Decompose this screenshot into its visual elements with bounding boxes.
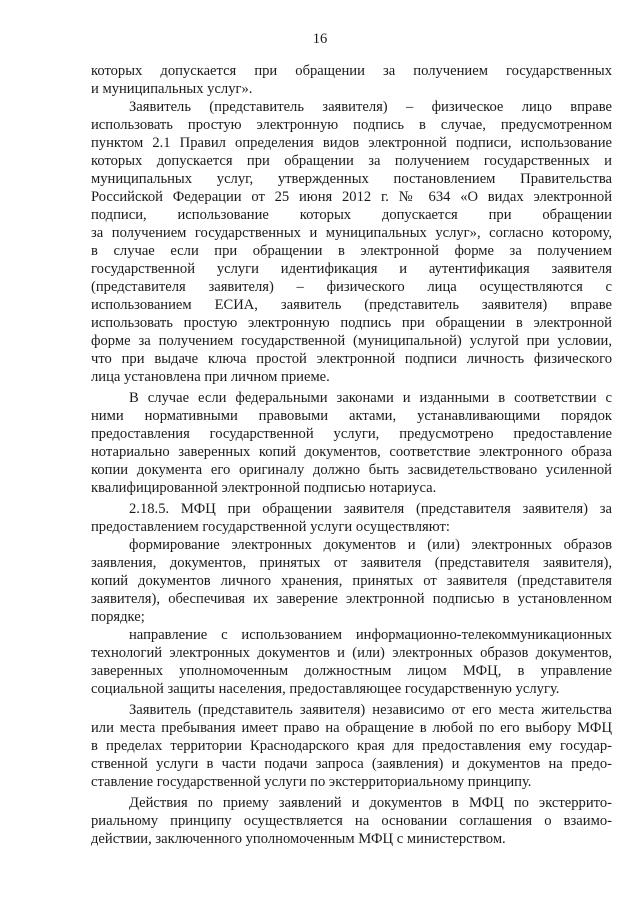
text-line: социальной защиты населения, предоставляющее государственную услугу. <box>91 681 560 697</box>
text-line: ственной услуги в части подачи запроса (заявления) и документов на предо- <box>91 756 612 772</box>
text-line: пунктом 2.1 Правил определения видов электронной подписи, использование <box>91 135 612 151</box>
text-line: заверенных уполномоченным должностным лицом МФЦ, в управление <box>91 663 612 679</box>
text-line: ставление государственной услуги по экстерриториальному принципу. <box>91 774 532 790</box>
text-line: Заявитель (представитель заявителя) – физическое лицо вправе <box>129 99 612 115</box>
text-line: государственной услуги идентификация и аутентификация заявителя <box>91 261 612 277</box>
text-line: Действия по приему заявлений и документов в МФЦ по экстеррито- <box>129 795 612 811</box>
text-line: которых допускается при обращении за получением государственных <box>91 63 612 79</box>
page-number: 16 <box>312 31 328 47</box>
text-line: использовать простую электронную подпись в случае, предусмотренном <box>91 117 612 133</box>
text-line: в пределах территории Краснодарского края для предоставления ему государ- <box>91 738 612 754</box>
text-line: заявления, документов, принятых от заявителя (представителя заявителя), <box>91 555 612 571</box>
text-line: Российской Федерации от 25 июня 2012 г. № 634 «О видах электронной <box>91 189 612 205</box>
text-line: и муниципальных услуг». <box>91 81 253 97</box>
text-line: порядке; <box>91 609 145 625</box>
paragraph <box>91 794 612 848</box>
document-body <box>91 62 612 848</box>
text-line: квалифицированной электронной подписью нотариуса. <box>91 480 437 496</box>
text-line: заявителя), обеспечивая их заверение электронной подписью в установленном <box>91 591 612 607</box>
text-line: что при выдаче ключа простой электронной подписи личность физического <box>91 351 612 367</box>
text-line: предоставления государственной услуги, предусмотрено предоставление <box>91 426 612 442</box>
text-line: Заявитель (представитель заявителя) независимо от его места жительства <box>129 702 612 718</box>
text-line: или места пребывания имеет право на обращение в любой по его выбору МФЦ <box>91 720 612 736</box>
text-line: 2.18.5. МФЦ при обращении заявителя (представителя заявителя) за <box>129 501 612 517</box>
text-line: копии документа его оригиналу должно быть засвидетельствовано усиленной <box>91 462 612 478</box>
text-line: использовать простую электронную подпись при обращении в электронной <box>91 315 612 331</box>
text-line: технологий электронных документов и (или) электронных образов документов, <box>91 645 612 661</box>
paragraph <box>91 389 612 497</box>
text-line: в случае если при обращении в электронной форме за получением <box>91 243 612 259</box>
text-line: В случае если федеральными законами и изданными в соответствии с <box>129 390 612 406</box>
paragraph <box>91 62 612 98</box>
text-line: (представителя заявителя) – физического лица осуществляются с <box>91 279 612 295</box>
text-line: муниципальных услуг, утвержденных постановлением Правительства <box>91 171 612 187</box>
text-line: направление с использованием информационно-телекоммуникационных <box>129 627 612 643</box>
text-line: которых допускается при обращении за получением государственных и <box>91 153 612 169</box>
paragraph <box>91 626 612 698</box>
text-line: за получением государственных и муниципальных услуг», согласно которому, <box>91 225 612 241</box>
paragraph <box>91 98 612 386</box>
text-line: использованием ЕСИА, заявитель (представитель заявителя) вправе <box>91 297 612 313</box>
text-line: форме за получением государственной (муниципальной) услугой при условии, <box>91 333 612 349</box>
text-line: действии, заключенного уполномоченным МФЦ с министерством. <box>91 831 506 847</box>
text-line: формирование электронных документов и (или) электронных образов <box>129 537 612 553</box>
text-line: лица установлена при личном приеме. <box>91 369 330 385</box>
paragraph <box>91 536 612 626</box>
text-line: копий документов личного хранения, принятых от заявителя (представителя <box>91 573 612 589</box>
text-line: подписи, использование которых допускается при обращении <box>91 207 612 223</box>
text-line: риальному принципу осуществляется на основании соглашения о взаимо- <box>91 813 612 829</box>
text-line: предоставлением государственной услуги осуществляют: <box>91 519 450 535</box>
text-line: ними нормативными правовыми актами, устанавливающими порядок <box>91 408 612 424</box>
paragraph <box>91 701 612 791</box>
paragraph <box>91 500 612 536</box>
text-line: нотариально заверенных копий документов, соответствие электронного образа <box>91 444 612 460</box>
